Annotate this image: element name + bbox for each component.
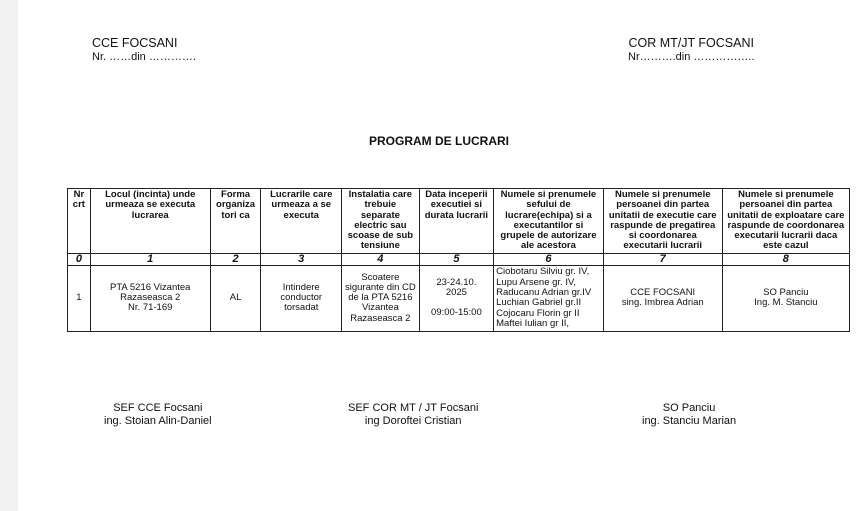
header-forma: Forma organiza tori ca <box>210 189 261 254</box>
signature-role: SEF COR MT / JT Focsani <box>348 402 479 414</box>
document-title: PROGRAM DE LUCRARI <box>369 134 509 148</box>
cell-line: Razaseasca 2 <box>120 292 181 304</box>
col-number: 3 <box>261 253 342 265</box>
cell-line: 2025 <box>445 287 467 299</box>
header-executanti: Numele si prenumele sefului de lucrare(echipa) si a executantilor si grupele de autorizare ale acestora <box>494 189 604 254</box>
cell-line: Luchian Gabriel gr.II <box>496 297 582 309</box>
cell-line: Ing. M. Stanciu <box>754 297 818 309</box>
signature-role: SO Panciu <box>662 402 716 414</box>
signature-name: ing. Stoian Alin-Daniel <box>104 415 212 427</box>
cell-line: Ciobotaru Silviu gr. IV, <box>496 266 590 278</box>
header-left <box>92 36 196 64</box>
cell-exploatare <box>722 265 849 331</box>
cell-line: Vizantea <box>361 302 399 314</box>
cell-line: Lupu Arsene gr. IV, <box>496 276 577 288</box>
cell-executanti <box>494 265 604 331</box>
signature-sef-cor <box>348 402 478 428</box>
signature-role: SEF CCE Focsani <box>113 402 203 414</box>
cell-line: Nr. 71-169 <box>128 302 173 314</box>
cell-line: torsadat <box>284 302 319 314</box>
cell-line: Intindere <box>282 281 320 293</box>
cell-line: 23-24.10. <box>436 276 477 288</box>
cell-line: Raducanu Adrian gr.IV <box>496 286 592 298</box>
cell-line: Razaseasca 2 <box>350 312 411 324</box>
work-program-table <box>67 188 850 332</box>
header-lucrarile: Lucrarile care urmeaza a se executa <box>261 189 342 254</box>
table-header-row <box>68 189 850 254</box>
document-page <box>18 0 860 511</box>
col-number: 5 <box>419 253 493 265</box>
header-exploatare: Numele si prenumele persoanei din partea unitatii de exploatare care raspunde de coordonarea executarii lucrarii daca este cazul <box>722 189 849 254</box>
signature-name: ing. Stanciu Marian <box>642 415 737 427</box>
cell-line: Maftei Iulian gr II, <box>496 317 569 329</box>
cell-line: 09:00-15:00 <box>431 307 482 319</box>
header-instalatia: Instalatia care trebuie separate electric sau scoase de sub tensiune <box>342 189 420 254</box>
cell-line: CCE FOCSANI <box>630 286 696 298</box>
cell-locul <box>90 265 210 331</box>
col-number: 7 <box>603 253 722 265</box>
col-number: 0 <box>68 253 91 265</box>
col-number: 4 <box>342 253 420 265</box>
cell-lucrari <box>261 265 342 331</box>
signature-so-panciu <box>642 402 736 428</box>
table-number-row <box>68 253 850 265</box>
header-right <box>628 36 755 64</box>
header-data: Data inceperii executiei si durata lucrarii <box>419 189 493 254</box>
header-locul: Locul (incinta) unde urmeaza se executa lucrarea <box>90 189 210 254</box>
col-number: 1 <box>90 253 210 265</box>
header-right-org: COR MT/JT FOCSANI <box>628 36 754 50</box>
col-number: 8 <box>722 253 849 265</box>
cell-forma: AL <box>210 265 261 331</box>
cell-instalatia <box>342 265 420 331</box>
cell-data <box>419 265 493 331</box>
cell-line: sigurante din CD <box>344 281 416 293</box>
signature-name: ing Doroftei Cristian <box>364 415 462 427</box>
cell-line: PTA 5216 Vizantea <box>110 281 191 293</box>
col-number: 6 <box>494 253 604 265</box>
header-nr-crt: Nr crt <box>68 189 91 254</box>
cell-executie <box>603 265 722 331</box>
header-left-ref: Nr. ……din …………. <box>92 51 196 63</box>
cell-line: de la PTA 5216 <box>348 292 413 304</box>
cell-line: Cojocaru Florin gr II <box>496 307 580 319</box>
cell-nr: 1 <box>68 265 91 331</box>
header-left-org: CCE FOCSANI <box>92 36 178 50</box>
header-executie: Numele si prenumele persoanei din partea unitatii de executie care raspunde de pregatirea si coordonarea executarii lucrarii <box>603 189 722 254</box>
table-row <box>68 265 850 331</box>
cell-line: conductor <box>280 292 323 304</box>
cell-line: SO Panciu <box>763 286 809 298</box>
signature-sef-cce <box>104 402 212 428</box>
col-number: 2 <box>210 253 261 265</box>
header-right-ref: Nr……….din …………….. <box>628 51 755 63</box>
cell-line: sing. Imbrea Adrian <box>621 297 704 309</box>
cell-line: Scoatere <box>361 271 400 283</box>
